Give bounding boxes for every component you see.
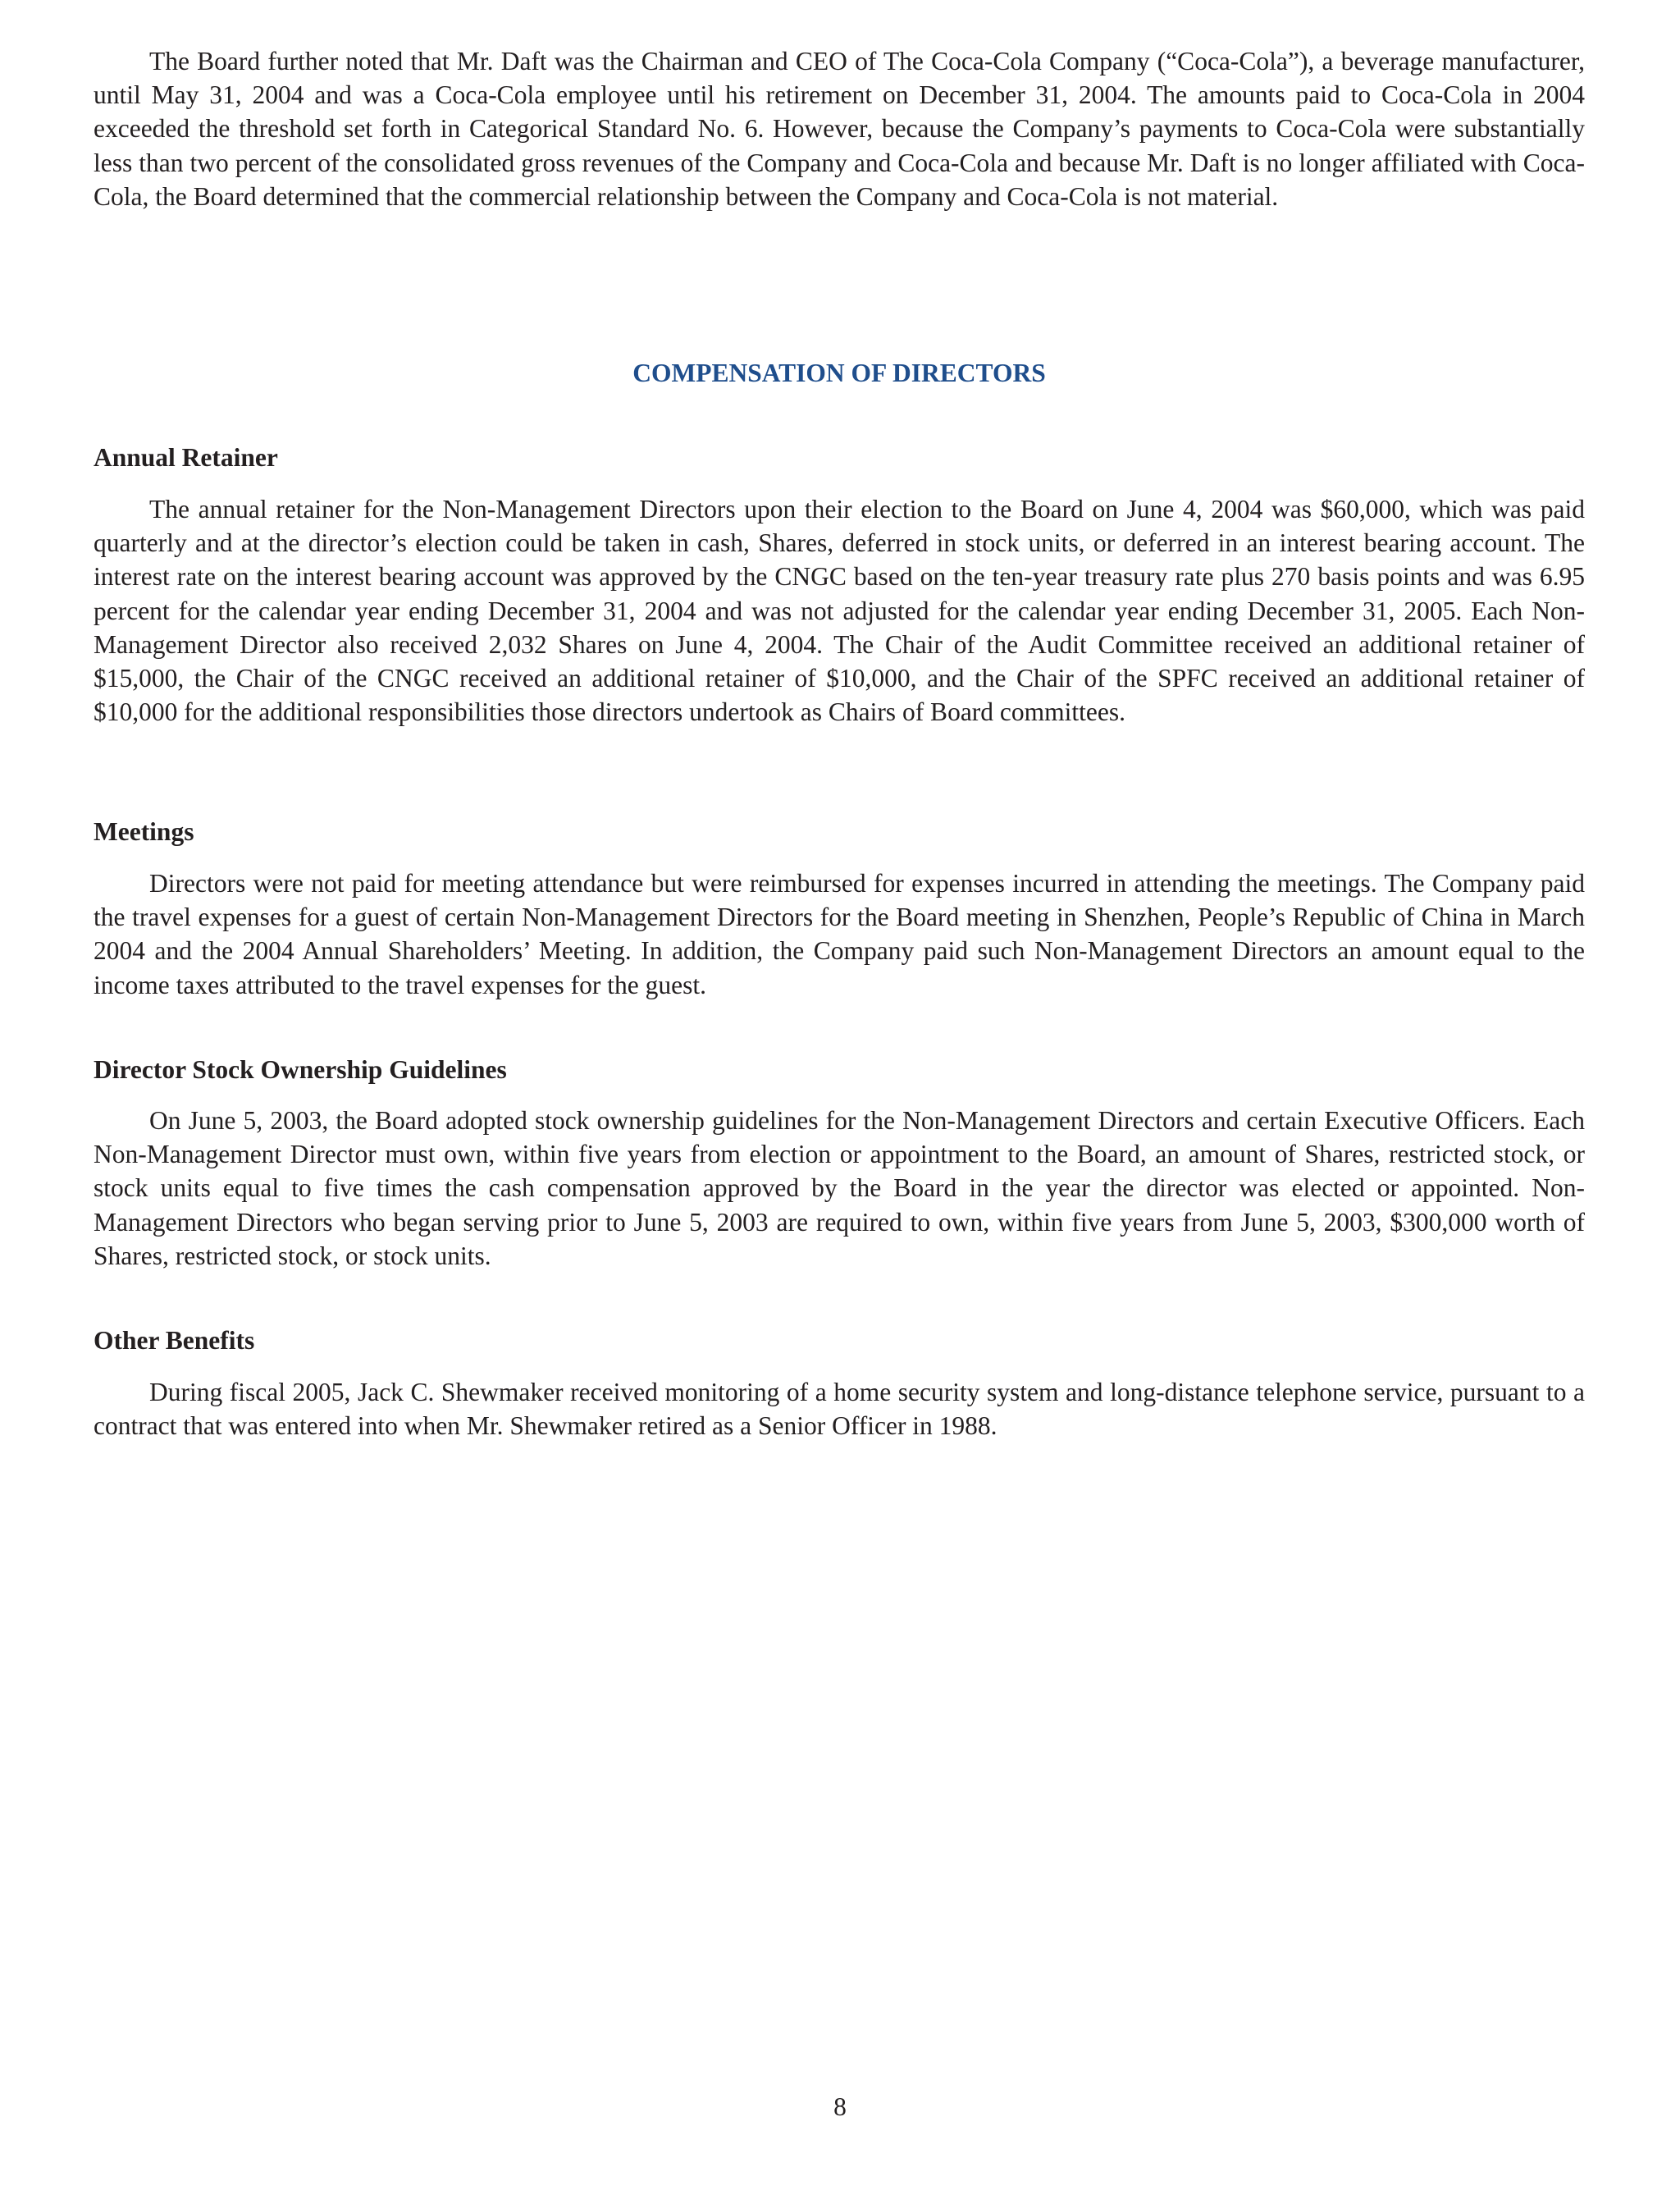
paragraph-annual-retainer: The annual retainer for the Non-Management Directors upon their election to the Board on June 4, 2004 was $60,000, which was paid quarterly and at the director’s election could be taken in cash, Shares, deferred in stock units, or deferred in an interest bearing account. The interest rate on the interest bearing account was approved by the CNGC based on the ten-year treasury rate plus 270 basis points and was 6.95 percent for the calendar year ending December 31, 2004 and was not adjusted for the calendar year ending December 31, 2005. Each Non-Management Director also received 2,032 Shares on June 4, 2004. The Chair of the Audit Committee received an additional retainer of $15,000, the Chair of the CNGC received an additional retainer of $10,000, and the Chair of the SPFC received an additional retainer of $10,000 for the additional responsibilities those directors undertook as Chairs of Board committees. [94,495,1585,727]
paragraph-director-stock-ownership: On June 5, 2003, the Board adopted stock ownership guidelines for the Non-Management Directors and certain Executive Officers. Each Non-Management Director must own, within five years from election or appointment to the Board, an amount of Shares, restricted stock, or stock units equal to five times the cash compensation approved by the Board in the year the director was elected or appointed. Non-Management Directors who began serving prior to June 5, 2003 are required to own, within five years from June 5, 2003, $300,000 worth of Shares, restricted stock, or stock units. [94,1106,1585,1270]
heading-director-stock-ownership: Director Stock Ownership Guidelines [94,1055,507,1084]
paragraph-other-benefits: During fiscal 2005, Jack C. Shewmaker received monitoring of a home security system and long-distance telephone service, pursuant to a contract that was entered into when Mr. Shewmaker retired as a Senior Officer in 1988. [94,1378,1585,1441]
heading-annual-retainer: Annual Retainer [94,443,278,472]
intro-paragraph: The Board further noted that Mr. Daft was the Chairman and CEO of The Coca-Cola Company (“Coca-Cola”), a beverage manufacturer, until May 31, 2004 and was a Coca-Cola employee until his retirement on December 31, 2004. The amounts paid to Coca-Cola in 2004 exceeded the threshold set forth in Categorical Standard No. 6. However, because the Company’s payments to Coca-Cola were substantially less than two percent of the consolidated gross revenues of the Company and Coca-Cola and because Mr. Daft is no longer affiliated with Coca-Cola, the Board determined that the commercial relationship between the Company and Coca-Cola is not material. [94,47,1585,211]
section-title: COMPENSATION OF DIRECTORS [632,359,1046,387]
page-number: 8 [833,2092,847,2121]
paragraph-meetings: Directors were not paid for meeting attendance but were reimbursed for expenses incurred in attending the meetings. The Company paid the travel expenses for a guest of certain Non-Management Directors for the Board meeting in Shenzhen, People’s Republic of China in March 2004 and the 2004 Annual Shareholders’ Meeting. In addition, the Company paid such Non-Management Directors an amount equal to the income taxes attributed to the travel expenses for the guest. [94,869,1585,999]
heading-meetings: Meetings [94,817,194,846]
heading-other-benefits: Other Benefits [94,1326,255,1355]
